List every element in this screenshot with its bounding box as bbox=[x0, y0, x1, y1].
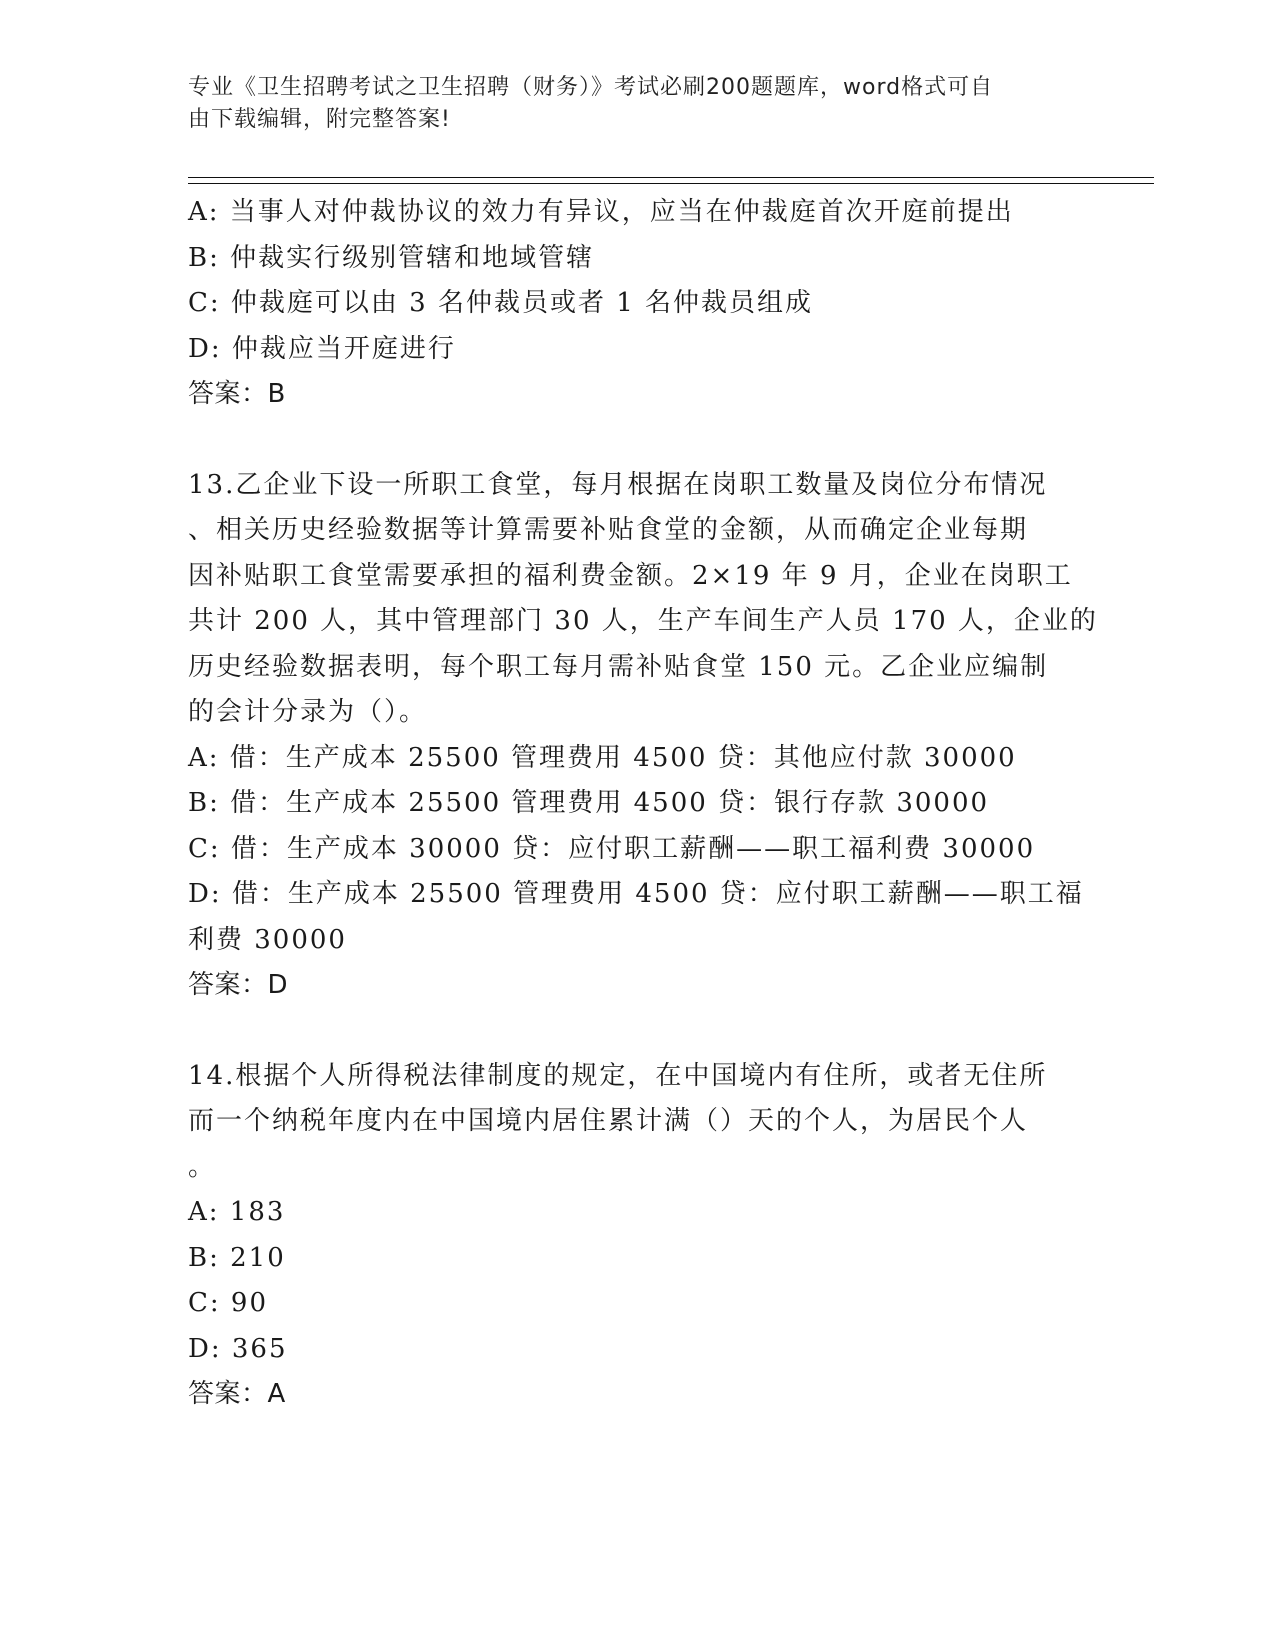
q13-stem-line: 共计 200 人，其中管理部门 30 人，生产车间生产人员 170 人，企业的 bbox=[188, 606, 1098, 636]
q13-answer: 答案：D bbox=[188, 970, 289, 1000]
header-divider-bottom bbox=[188, 183, 1154, 184]
q12-option-d: D: 仲裁应当开庭进行 bbox=[188, 333, 456, 364]
q14-answer: 答案：A bbox=[188, 1379, 286, 1409]
q12-option-a: A: 当事人对仲裁协议的效力有异议，应当在仲裁庭首次开庭前提出 bbox=[188, 197, 1014, 227]
question-13 bbox=[188, 463, 1098, 1009]
q13-stem-line: 的会计分录为（）。 bbox=[188, 697, 428, 727]
q14-option-a: A: 183 bbox=[188, 1197, 286, 1227]
question-14 bbox=[188, 1054, 1088, 1418]
q13-stem-line: 因补贴职工食堂需要承担的福利费金额。2×19 年 9 月，企业在岗职工 bbox=[188, 560, 1073, 591]
header-title-line-2: 由下载编辑，附完整答案! bbox=[188, 107, 451, 132]
q13-option-d-continued: 利费 30000 bbox=[188, 924, 347, 955]
q14-stem-line: 而一个纳税年度内在中国境内居住累计满（）天的个人，为居民个人 bbox=[188, 1106, 1029, 1136]
q12-option-b: B: 仲裁实行级别管辖和地域管辖 bbox=[188, 242, 595, 273]
q12-answer: 答案：B bbox=[188, 379, 286, 409]
q13-option-d: D: 借：生产成本 25500 管理费用 4500 贷：应付职工薪酬——职工福 bbox=[188, 879, 1084, 909]
header-divider-top bbox=[188, 177, 1154, 178]
q14-stem-line: 14.根据个人所得税法律制度的规定，在中国境内有住所，或者无住所 bbox=[188, 1060, 1048, 1091]
header-title-line-1: 专业《卫生招聘考试之卫生招聘（财务）》考试必刷200题题库，word格式可自 bbox=[188, 75, 994, 100]
q13-option-a: A: 借：生产成本 25500 管理费用 4500 贷：其他应付款 30000 bbox=[188, 742, 1017, 773]
document-header bbox=[188, 72, 1068, 136]
q14-stem-line: 。 bbox=[188, 1151, 217, 1182]
q13-stem-line: 、相关历史经验数据等计算需要补贴食堂的金额，从而确定企业每期 bbox=[188, 515, 1029, 545]
q13-option-c: C: 借：生产成本 30000 贷：应付职工薪酬——职工福利费 30000 bbox=[188, 833, 1036, 864]
q12-option-c: C: 仲裁庭可以由 3 名仲裁员或者 1 名仲裁员组成 bbox=[188, 288, 814, 318]
q13-option-b: B: 借：生产成本 25500 管理费用 4500 贷：银行存款 30000 bbox=[188, 788, 990, 818]
question-12 bbox=[188, 190, 1088, 418]
q14-option-b: B: 210 bbox=[188, 1242, 286, 1273]
document-body bbox=[188, 190, 1098, 1418]
question-spacer bbox=[188, 1009, 1088, 1054]
q13-stem-line: 历史经验数据表明，每个职工每月需补贴食堂 150 元。乙企业应编制 bbox=[188, 651, 1049, 682]
q14-option-d: D: 365 bbox=[188, 1333, 288, 1364]
q14-option-c: C: 90 bbox=[188, 1288, 269, 1318]
question-spacer bbox=[188, 418, 1088, 463]
q13-stem-line: 13.乙企业下设一所职工食堂，每月根据在岗职工数量及岗位分布情况 bbox=[188, 469, 1048, 500]
